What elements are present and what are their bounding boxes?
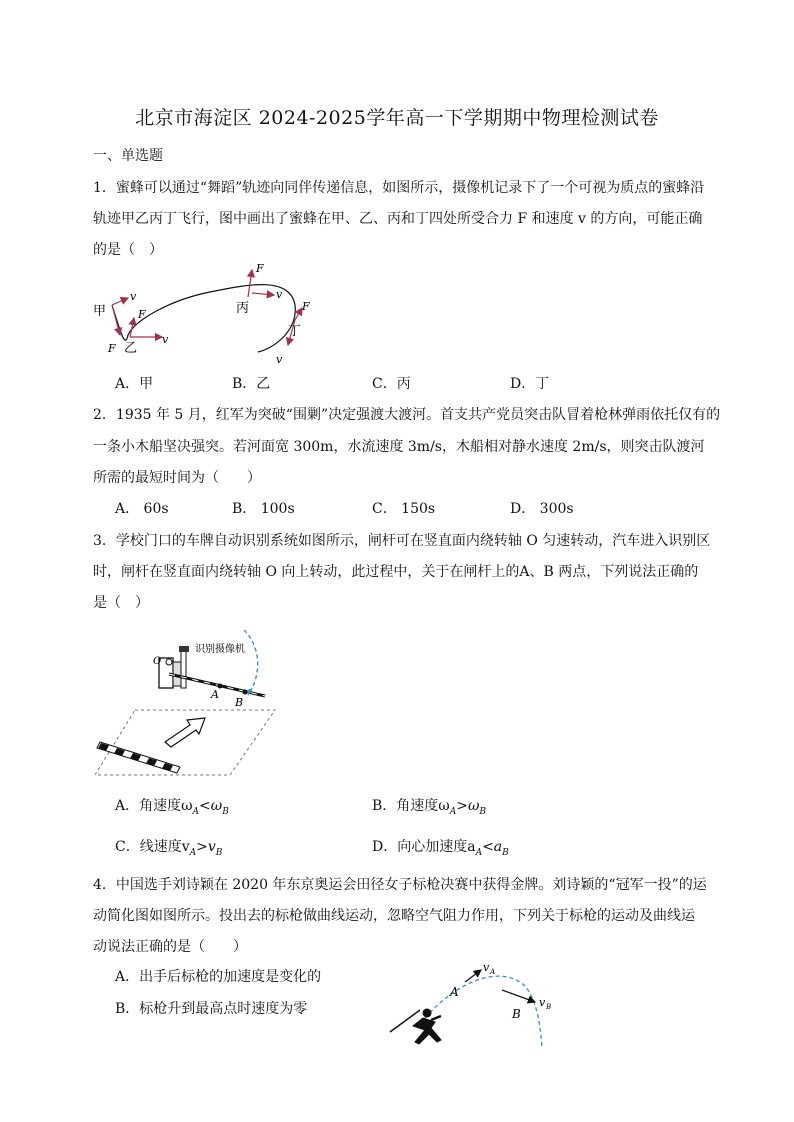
label-v-bing: v	[276, 288, 283, 301]
v-arrow-bing	[252, 293, 274, 295]
f-arrow-bing	[248, 270, 252, 297]
q4-line-2: 动简化图如图所示。投出去的标枪做曲线运动，忽略空气阻力作用，下列关于标枪的运动及曲线运	[93, 908, 695, 924]
camera-label: 识别摄像机	[195, 644, 245, 655]
q3-line-1: 3．学校门口的车牌自动识别系统如图所示，闸杆可在竖直面内绕转轴 O 匀速转动，汽车进入识别区	[93, 533, 711, 549]
svg-text:B: B	[546, 1003, 552, 1011]
point-b	[243, 690, 248, 695]
label-va: v	[483, 961, 490, 974]
q3-line-2: 时，闸杆在竖直面内绕转轴 O 向上转动，此过程中，关于在闸杆上的A、B 两点，下列说法正确的	[93, 564, 699, 580]
f-arrow-ding	[295, 308, 302, 320]
q1-option-d[interactable]: D．丁	[510, 376, 550, 392]
label-ding: 丁	[288, 324, 302, 339]
f-arrow-jia	[112, 305, 120, 335]
q4-javelin-figure	[385, 958, 565, 1050]
label-b: B	[512, 1007, 521, 1021]
page-title: 北京市海淀区 2024-2025学年高一下学期期中物理检测试卷	[135, 107, 659, 129]
v-arrow-jia	[112, 298, 128, 305]
label-f-bing: F	[256, 262, 264, 275]
q2-option-d[interactable]: D． 300s	[510, 501, 574, 517]
q1-line-3: 的是（ ）	[93, 242, 163, 258]
q2-line-2: 一条小木船坚决强突。若河面宽 300m，水流速度 3m/s，木船相对静水速度 2m/s，则突击队渡河	[93, 439, 705, 455]
javelin-path	[425, 976, 542, 1048]
section-heading: 一、单选题	[93, 148, 163, 164]
q4-option-a[interactable]: A．出手后标枪的加速度是变化的	[115, 969, 322, 985]
q4-line-1: 4．中国选手刘诗颖在 2020 年东京奥运会田径女子标枪决赛中获得金牌。刘诗颖的“冠军一投”的运	[93, 877, 707, 893]
q1-line-2: 轨迹甲乙丙丁飞行，图中画出了蜜蜂在甲、乙、丙和丁四处所受合力 F 和速度 v 的方向，可能正确	[93, 211, 703, 227]
q1-bee-trajectory-figure	[90, 260, 330, 370]
camera-pole	[181, 650, 186, 688]
q2-option-b[interactable]: B． 100s	[232, 501, 295, 517]
q3-line-3: 是（ ）	[93, 595, 149, 611]
label-f-ding: F	[302, 300, 310, 313]
road-outline	[95, 710, 275, 775]
label-a: A	[450, 985, 459, 999]
q1-option-b[interactable]: B．乙	[232, 376, 271, 392]
label-a: A	[211, 688, 219, 701]
q2-line-3: 所需的最短时间为（ ）	[93, 470, 261, 486]
q1-option-a[interactable]: A．甲	[115, 376, 154, 392]
camera-box	[179, 646, 189, 652]
svg-text:A: A	[490, 968, 496, 976]
q3-option-c[interactable]: C．线速度$v_A>v_B$	[115, 839, 223, 858]
q1-option-c[interactable]: C．丙	[372, 376, 411, 392]
q3-option-b[interactable]: B．角速度$\omega_A>\omega_B$	[372, 798, 486, 817]
label-o: O	[153, 656, 162, 667]
q2-option-a[interactable]: A． 60s	[115, 501, 169, 517]
q3-option-a[interactable]: A．角速度$\omega_A<\omega_B$	[115, 798, 229, 817]
q3-option-d[interactable]: D．向心加速度$a_A<a_B$	[372, 839, 509, 858]
vb-arrow	[502, 990, 535, 1002]
label-bing: 丙	[236, 301, 250, 316]
label-v-ding: v	[276, 353, 283, 366]
label-b: B	[235, 696, 244, 709]
label-f-jia: F	[108, 342, 116, 355]
label-yi: 乙	[124, 341, 138, 356]
q4-line-3: 动说法正确的是（ ）	[93, 939, 247, 955]
rotation-arc	[237, 630, 258, 692]
q1-line-1: 1．蜜蜂可以通过“舞蹈”轨迹向同伴传递信息，如图所示，摄像机记录下了一个可视为质点的蜜蜂沿	[93, 180, 705, 196]
label-f-yi: F	[138, 308, 146, 321]
q4-option-b[interactable]: B．标枪升到最高点时速度为零	[115, 1001, 308, 1017]
label-jia: 甲	[93, 304, 107, 319]
pivot-o	[166, 659, 172, 665]
label-vb: v	[539, 996, 546, 1009]
athlete-icon	[390, 1009, 441, 1044]
q2-option-c[interactable]: C． 150s	[372, 501, 436, 517]
q2-line-1: 2．1935 年 5 月，红军为突破“围剿”决定强渡大渡河。首支共产党员突击队冒着枪林弹雨依托仅有的	[93, 407, 721, 423]
q3-gate-figure	[95, 630, 295, 780]
label-v-jia: v	[130, 290, 137, 303]
label-v-yi: v	[162, 333, 169, 346]
direction-arrow	[165, 718, 205, 747]
